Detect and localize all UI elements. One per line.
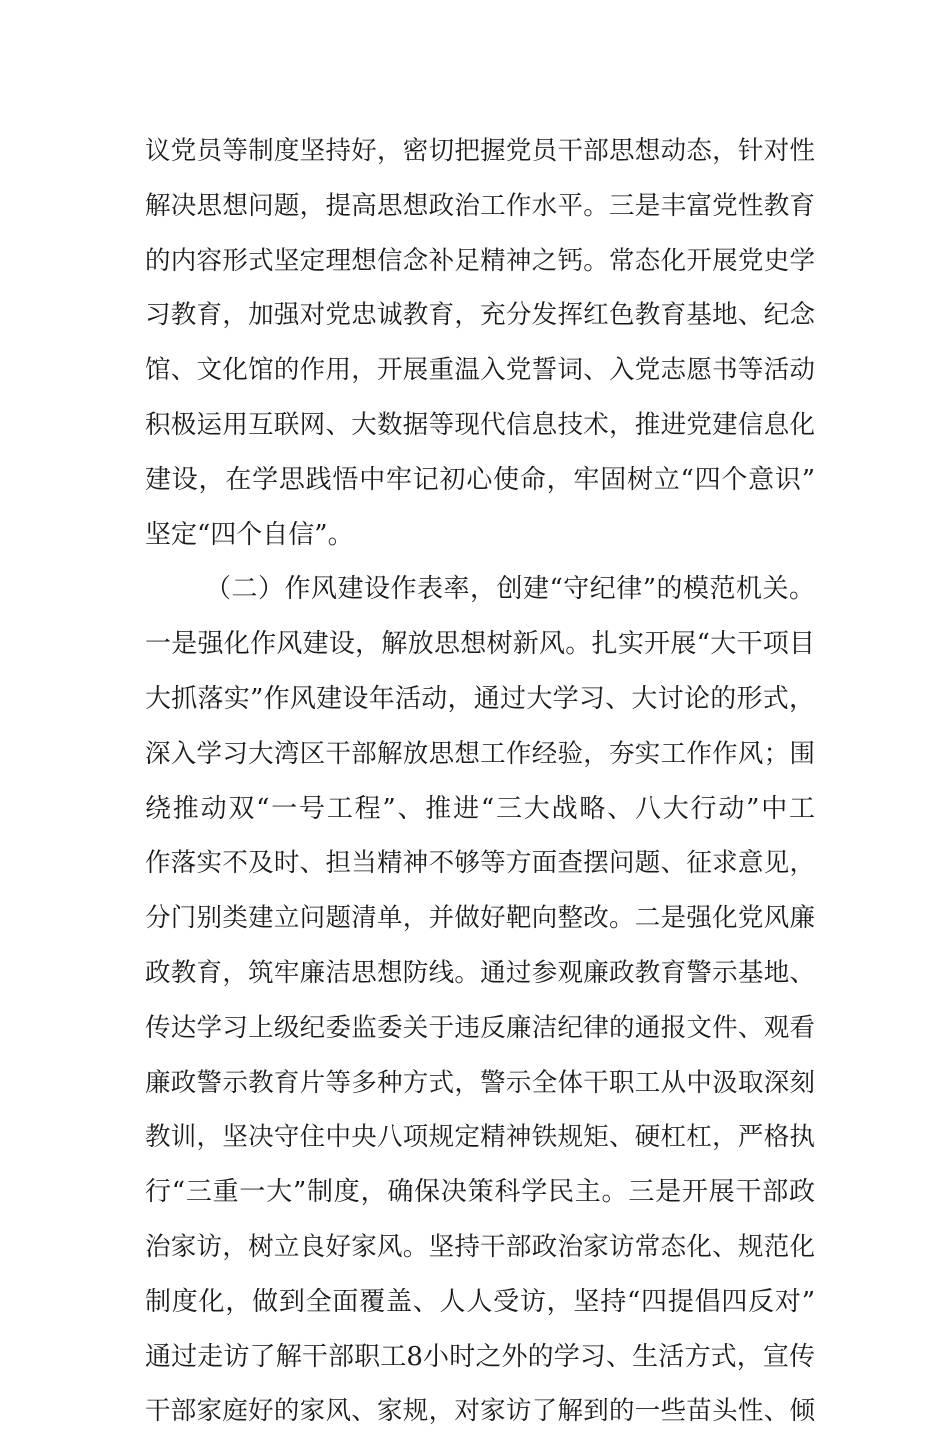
text-line: 积极运用互联网、大数据等现代信息技术，推进党建信息化 [145,409,815,440]
text-line: 政教育，筑牢廉洁思想防线。通过参观廉政教育警示基地、 [145,957,815,988]
text-line: 议党员等制度坚持好，密切把握党员干部思想动态，针对性 [145,136,815,166]
text-line: 干部家庭好的家风、家规，对家访了解到的一些苗头性、倾 [145,1396,815,1427]
text-line: 解决思想问题，提高思想政治工作水平。三是丰富党性教育 [145,190,815,221]
text-line: 坚定“四个自信”。 [145,519,354,550]
text-line: 的内容形式坚定理想信念补足精神之钙。常态化开展党史学 [145,245,815,276]
text-line: 治家访，树立良好家风。坚持干部政治家访常态化、规范化 [145,1231,815,1262]
text-line: 深入学习大湾区干部解放思想工作经验，夯实工作作风；围 [145,738,815,769]
text-line: 通过走访了解干部职工8小时之外的学习、生活方式，宣传 [145,1341,815,1372]
text-line: 大抓落实”作风建设年活动，通过大学习、大讨论的形式， [145,683,815,714]
text-line: 制度化，做到全面覆盖、人人受访，坚持“四提倡四反对” [145,1286,815,1317]
document-body [145,124,815,1439]
text-line: 作落实不及时、担当精神不够等方面查摆问题、征求意见， [145,848,815,879]
text-line: 行“三重一大”制度，确保决策科学民主。三是开展干部政 [145,1177,815,1208]
text-line: 廉政警示教育片等多种方式，警示全体干职工从中汲取深刻 [145,1067,815,1098]
text-line: 教训，坚决守住中央八项规定精神铁规矩、硬杠杠，严格执 [145,1122,815,1153]
text-line: 习教育，加强对党忠诚教育，充分发挥红色教育基地、纪念 [145,300,815,331]
text-line: 馆、文化馆的作用，开展重温入党誓词、入党志愿书等活动 [145,355,815,386]
text-line: 绕推动双“一号工程”、推进“三大战略、八大行动”中工 [145,793,815,824]
text-line: 建设，在学思践悟中牢记初心使命，牢固树立“四个意识” [145,464,815,495]
section-heading-line: （二）作风建设作表率，创建“守纪律”的模范机关。 [205,574,815,605]
text-line: 传达学习上级纪委监委关于违反廉洁纪律的通报文件、观看 [145,1012,815,1043]
text-line: 一是强化作风建设，解放思想树新风。扎实开展“大干项目 [145,629,815,660]
text-line: 分门别类建立问题清单，并做好靶向整改。二是强化党风廉 [145,903,815,934]
